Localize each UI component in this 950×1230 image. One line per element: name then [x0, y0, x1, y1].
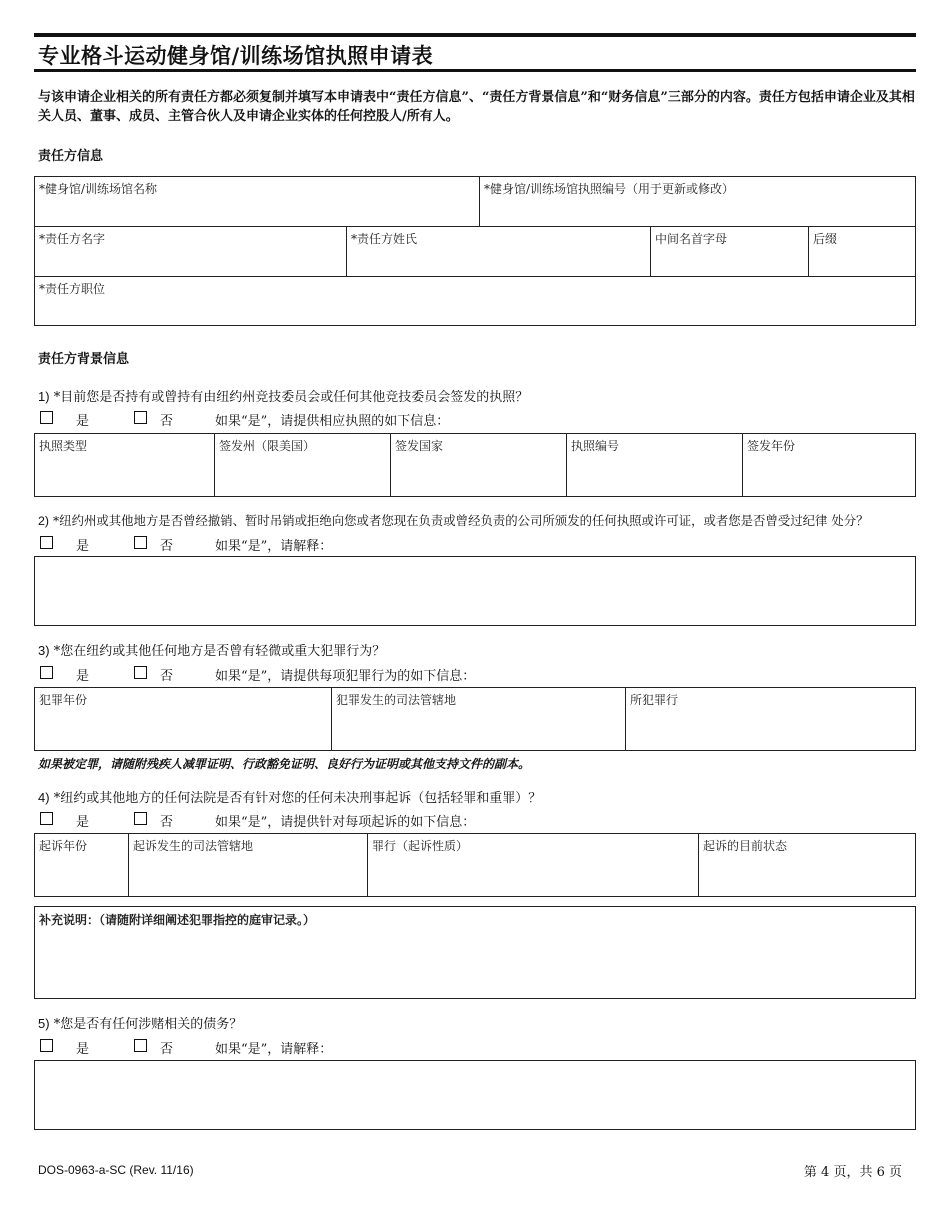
supplement-label: 补充说明：（请随附详细阐述犯罪指控的庭审记录。） [39, 913, 316, 927]
question-5-explanation-box[interactable] [34, 1060, 916, 1130]
question-1-answer-row [38, 410, 738, 429]
charge-nature-field[interactable] [367, 834, 698, 896]
question-1-followup: 如果“是”，请提供相应执照的如下信息： [215, 414, 450, 429]
no-label: 否 [160, 539, 174, 554]
issuing-state-field[interactable] [214, 434, 390, 496]
question-5-no-checkbox[interactable] [134, 1039, 147, 1052]
conviction-note: 如果被定罪，请随附残疾人减罪证明、行政豁免证明、良好行为证明或其他支持文件的副本。 [38, 757, 531, 771]
question-5-text: *您是否有任何涉赌相关的债务？ [53, 1017, 243, 1032]
license-number-field-q1[interactable] [566, 434, 742, 496]
question-1-no-checkbox[interactable] [134, 411, 147, 424]
page-title: 专业格斗运动健身馆/训练场馆执照申请表 [38, 43, 434, 68]
no-label: 否 [160, 815, 174, 830]
charge-year-field[interactable] [35, 834, 128, 896]
question-1-license-table [34, 433, 916, 497]
page-number: 第 4 页，共 6 页 [803, 1165, 902, 1180]
charge-nature-label: 罪行（起诉性质） [372, 839, 469, 853]
question-3-followup: 如果“是”，请提供每项犯罪行为的如下信息： [215, 669, 476, 684]
no-label: 否 [160, 1042, 174, 1057]
last-name-field[interactable] [346, 227, 650, 277]
question-4 [38, 787, 541, 806]
gym-name-field[interactable] [35, 177, 479, 227]
question-1 [38, 386, 528, 405]
question-1-number: 1) [38, 389, 50, 404]
question-4-text: *纽约或其他地方的任何法院是否有针对您的任何未决刑事起诉（包括轻罪和重罪）？ [53, 791, 542, 806]
party-info-table [34, 176, 916, 326]
form-id: DOS-0963-a-SC (Rev. 11/16) [38, 1163, 194, 1177]
charge-jurisdiction-label: 起诉发生的司法管辖地 [133, 839, 254, 853]
question-3-number: 3) [38, 643, 50, 658]
question-3-yes-checkbox[interactable] [40, 666, 53, 679]
question-2-text: *纽约州或其他地方是否曾经撤销、暂时吊销或拒绝向您或者您现在负责或曾经负责的公司所颁发的任何执照或许可证，或者您是否曾受过纪律 处分？ [52, 513, 869, 528]
issuing-country-label: 签发国家 [395, 439, 444, 453]
title-bottom-rule [34, 69, 916, 72]
question-3-offense-table [34, 687, 916, 751]
offense-year-label: 犯罪年份 [39, 693, 88, 707]
question-2-no-checkbox[interactable] [134, 536, 147, 549]
question-4-no-checkbox[interactable] [134, 812, 147, 825]
suffix-field[interactable] [808, 227, 917, 277]
title-top-rule [34, 33, 916, 37]
yes-label: 是 [76, 539, 90, 554]
charge-status-label: 起诉的目前状态 [703, 839, 788, 853]
question-2-yes-checkbox[interactable] [40, 536, 53, 549]
first-name-label: *责任方名字 [39, 232, 106, 246]
suffix-label: 后缀 [813, 232, 838, 246]
question-4-charge-table [34, 833, 916, 897]
middle-initial-label: 中间名首字母 [655, 232, 728, 246]
license-number-label-q1: 执照编号 [571, 439, 620, 453]
question-3-answer-row [38, 665, 738, 684]
question-2-answer-row [38, 535, 738, 554]
last-name-label: *责任方姓氏 [351, 232, 418, 246]
question-2-number: 2) [38, 514, 50, 528]
license-type-label: 执照类型 [39, 439, 88, 453]
charge-jurisdiction-field[interactable] [128, 834, 367, 896]
question-4-followup: 如果“是”，请提供针对每项起诉的如下信息： [215, 815, 476, 830]
license-type-field[interactable] [35, 434, 214, 496]
yes-label: 是 [76, 669, 90, 684]
yes-label: 是 [76, 414, 90, 429]
question-4-answer-row [38, 811, 738, 830]
question-3 [38, 640, 385, 659]
issue-year-field[interactable] [742, 434, 917, 496]
section-heading-background: 责任方背景信息 [38, 352, 130, 367]
offense-jurisdiction-field[interactable] [331, 688, 625, 750]
charge-status-field[interactable] [698, 834, 917, 896]
yes-label: 是 [76, 1042, 90, 1057]
question-2 [38, 511, 869, 529]
no-label: 否 [160, 669, 174, 684]
offense-jurisdiction-label: 犯罪发生的司法管辖地 [336, 693, 457, 707]
yes-label: 是 [76, 815, 90, 830]
position-label: *责任方职位 [39, 282, 106, 296]
section-heading-party-info: 责任方信息 [38, 149, 104, 164]
question-3-no-checkbox[interactable] [134, 666, 147, 679]
first-name-field[interactable] [35, 227, 346, 277]
offense-year-field[interactable] [35, 688, 331, 750]
license-number-field[interactable] [479, 177, 917, 227]
question-5-followup: 如果“是”，请解释： [215, 1042, 333, 1057]
issuing-country-field[interactable] [390, 434, 566, 496]
question-2-explanation-box[interactable] [34, 556, 916, 626]
offense-field[interactable] [625, 688, 917, 750]
charge-year-label: 起诉年份 [39, 839, 88, 853]
question-3-text: *您在纽约或其他任何地方是否曾有轻微或重大犯罪行为？ [53, 644, 386, 659]
issue-year-label: 签发年份 [747, 439, 796, 453]
no-label: 否 [160, 414, 174, 429]
question-5 [38, 1013, 242, 1032]
question-2-followup: 如果“是”，请解释： [215, 539, 333, 554]
gym-name-label: *健身馆/训练场馆名称 [39, 182, 158, 196]
issuing-state-label: 签发州（限美国） [219, 439, 316, 453]
license-number-label: *健身馆/训练场馆执照编号（用于更新或修改） [484, 182, 735, 196]
question-5-answer-row [38, 1038, 738, 1057]
question-1-text: *目前您是否持有或曾持有由纽约州竞技委员会或任何其他竞技委员会签发的执照？ [53, 390, 529, 405]
question-1-yes-checkbox[interactable] [40, 411, 53, 424]
supplement-box[interactable] [34, 906, 916, 999]
offense-label: 所犯罪行 [630, 693, 679, 707]
question-5-yes-checkbox[interactable] [40, 1039, 53, 1052]
position-field[interactable] [35, 277, 917, 327]
question-5-number: 5) [38, 1016, 50, 1031]
question-4-number: 4) [38, 790, 50, 805]
middle-initial-field[interactable] [650, 227, 808, 277]
question-4-yes-checkbox[interactable] [40, 812, 53, 825]
intro-paragraph: 与该申请企业相关的所有责任方都必须复制并填写本申请表中“责任方信息”、“责任方背景信息”和“财务信息”三部分的内容。责任方包括申请企业及其相关人员、董事、成员、主管合伙人及申请企业实体的任何控股人/所有人。 [38, 90, 915, 124]
